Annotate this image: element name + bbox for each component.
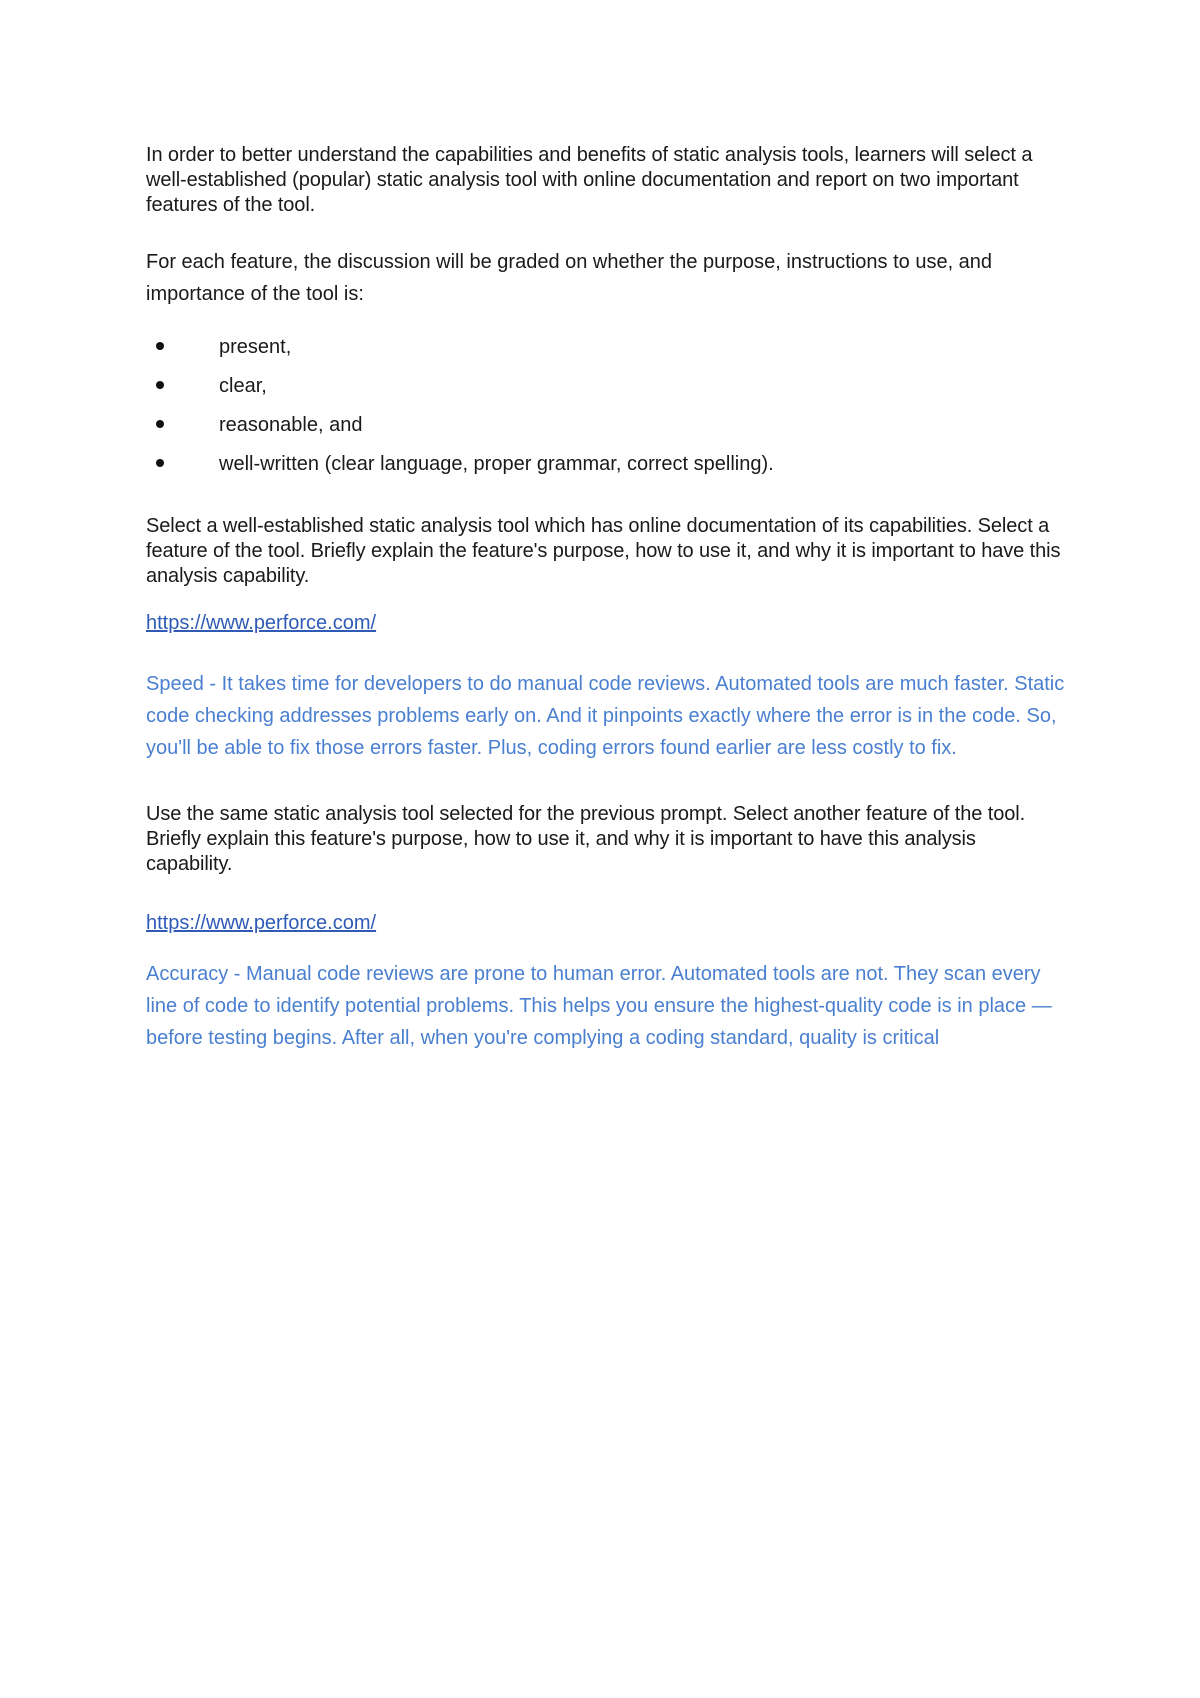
document-page	[146, 143, 1066, 1054]
prompt2-answer: Accuracy - Manual code reviews are prone to human error. Automated tools are not. They scan every line of code to identify potential problems. This helps you ensure the highest-quality code is in place — before testing begins. After all, when you're complying a coding standard, quality is critical	[146, 963, 1052, 1049]
list-item: reasonable, and	[146, 406, 1066, 445]
criteria-list	[146, 328, 1066, 484]
bullet-icon	[156, 459, 164, 467]
bullet-icon	[156, 420, 164, 428]
list-item: present,	[146, 328, 1066, 367]
prompt1-answer: Speed - It takes time for developers to do manual code reviews. Automated tools are much faster. Static code checking addresses problems early on. And it pinpoints exactly where the error is in the code. So, you'll be able to fix those errors faster. Plus, coding errors found earlier are less costly to fix.	[146, 673, 1065, 759]
bullet-icon	[156, 381, 164, 389]
prompt2-link[interactable]: https://www.perforce.com/	[146, 912, 377, 934]
prompt1-question: Select a well-established static analysis tool which has online documentation of its capabilities. Select a feature of the tool. Briefly explain the feature's purpose, how to use it, and why it is important to have this analysis capability.	[146, 515, 1061, 587]
prompt1-link[interactable]: https://www.perforce.com/	[146, 612, 377, 634]
list-item: clear,	[146, 367, 1066, 406]
prompt2-question: Use the same static analysis tool selected for the previous prompt. Select another feature of the tool. Briefly explain this feature's purpose, how to use it, and why it is important to have this analysis capability.	[146, 803, 1026, 875]
grading-paragraph: For each feature, the discussion will be graded on whether the purpose, instructions to use, and importance of the tool is:	[146, 251, 993, 305]
intro-paragraph: In order to better understand the capabilities and benefits of static analysis tools, learners will select a well-established (popular) static analysis tool with online documentation and report on two important features of the tool.	[146, 144, 1033, 216]
list-item: well-written (clear language, proper grammar, correct spelling).	[146, 445, 1066, 484]
bullet-icon	[156, 342, 164, 350]
